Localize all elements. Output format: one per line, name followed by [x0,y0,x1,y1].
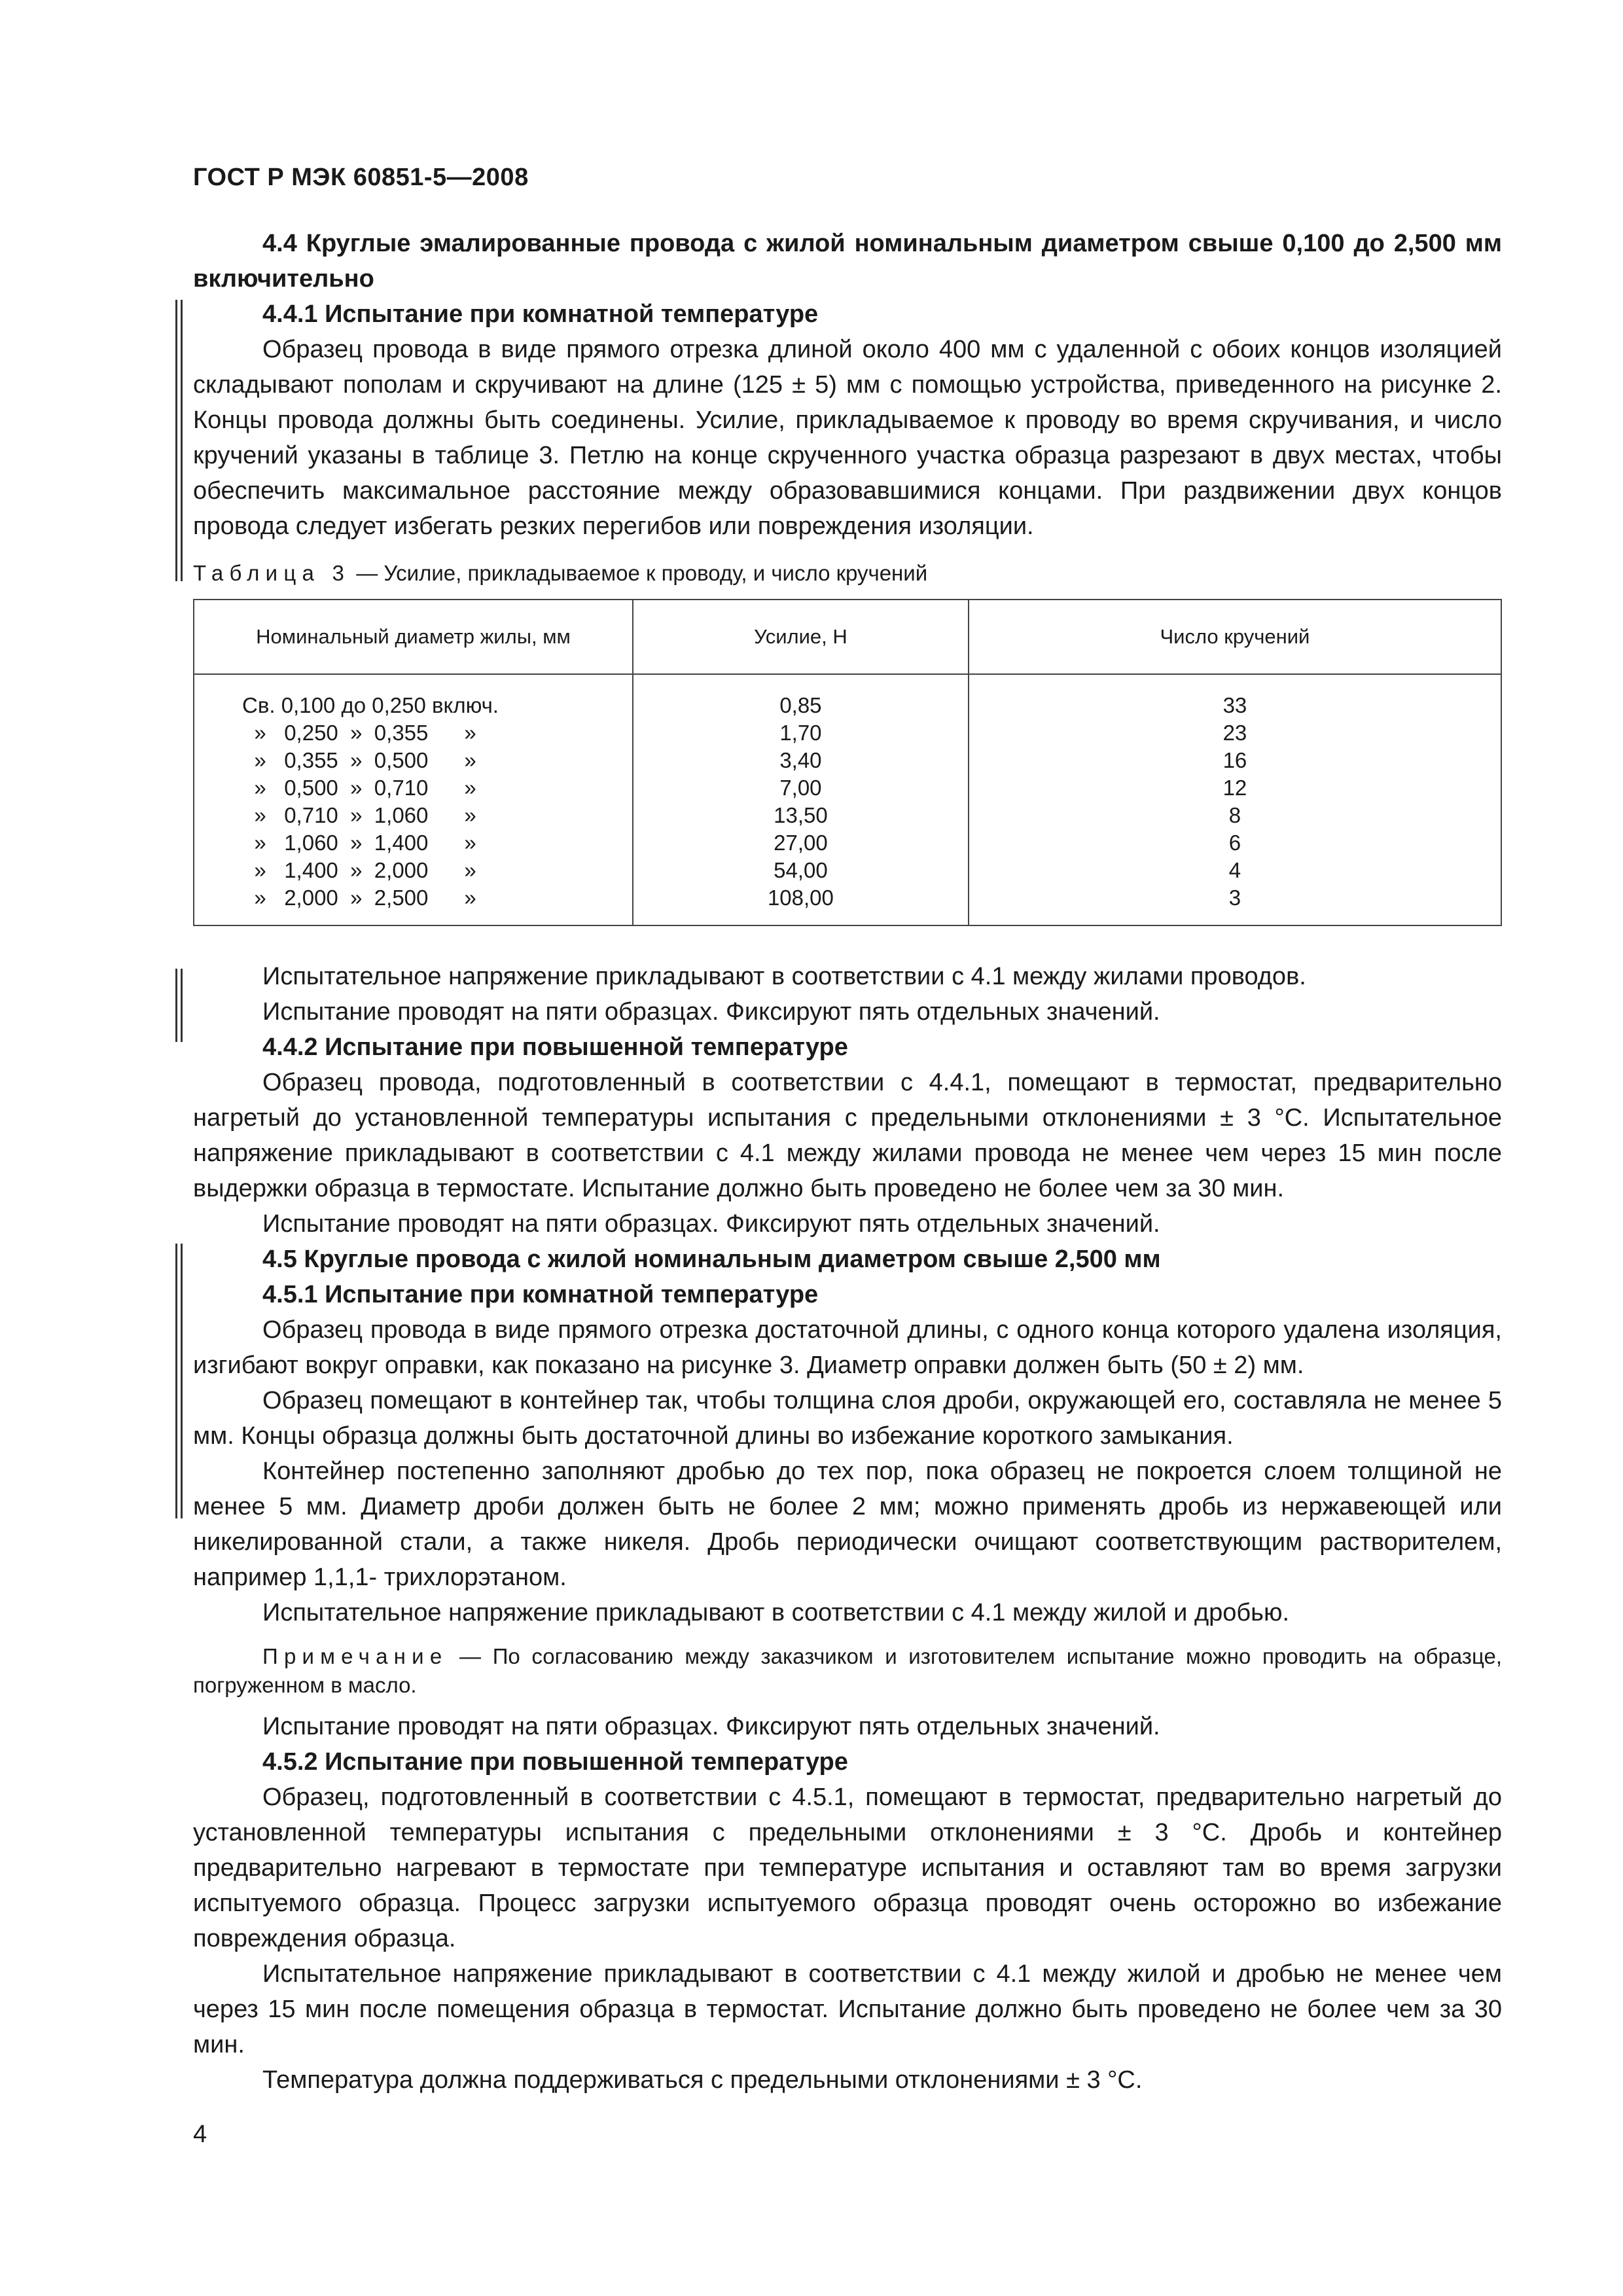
after-table-text-1: Испытательное напряжение прикладывают в соответствии с 4.1 между жилами проводов. [262,963,1306,990]
table-cell-twists: 6 [1228,831,1241,855]
table-cell-diameter: » 0,250 » 0,355 » [242,721,476,745]
table-cell-force: 7,00 [779,776,822,800]
section-4-5-2-p6: Образец, подготовленный в соответствии с 4.5.1, помещают в термостат, предварительно нагретый до установленной температуры испытания с предельными отклонениями ± 3 °С. Дробь и контейнер предварительно нагревают в термостате при температуре испытания и оставляют там во время загрузки испытуемого образца. Процесс загрузки испытуемого образца проводят очень осторожно во избежание повреждения образца. [193,1784,1502,1952]
table-column-twists [969,674,1501,925]
table-row [194,674,1501,925]
table-cell-diameter: » 0,710 » 1,060 » [242,803,476,827]
table-cell-force: 54,00 [774,858,828,882]
table-cell-force: 1,70 [779,721,822,745]
change-bar-1b [181,300,183,581]
table-header-twists: Число кручений [969,600,1501,674]
table-cell-twists: 3 [1228,886,1241,910]
document-header: ГОСТ Р МЭК 60851-5—2008 [193,164,529,191]
table-cell-diameter: Св. 0,100 до 0,250 включ. [242,693,499,717]
section-4-5-1-p2: Образец помещают в контейнер так, чтобы толщина слоя дроби, окружающей его, составляла не менее 5 мм. Концы образца должны быть достаточной длины во избежание короткого замыкания. [193,1387,1502,1450]
note [193,1642,1502,1700]
section-4-4-2-heading: 4.4.2 Испытание при повышенной температуре [262,1033,848,1061]
section-4-4-1-text: Образец провода в виде прямого отрезка длиной около 400 мм с удаленной с обоих концов изоляцией складывают пополам и скручивают на длине (125 ± 5) мм с помощью устройства, приведенного на рисунке 2. Концы провода должны быть соединены. Усилие, прикладываемое к проводу во время скручивания, и число кручений указаны в таблице 3. Петлю на конце скрученного участка образца разрезают в двух местах, чтобы обеспечить максимальное расстояние между образовавшимися концами. При раздвижении двух концов провода следует избегать резких перегибов или повреждения изоляции. [193,336,1502,540]
change-bar-1 [175,300,177,581]
section-4-4-2-text-2: Испытание проводят на пяти образцах. Фиксируют пять отдельных значений. [262,1210,1160,1238]
section-4-5-heading: 4.5 Круглые провода с жилой номинальным диаметром свыше 2,500 мм [262,1246,1161,1273]
table-cell-diameter: » 0,355 » 0,500 » [242,748,476,772]
document-page [193,0,1502,2296]
table-cell-force: 0,85 [779,693,822,717]
change-bar-3 [175,1244,177,1518]
section-4-5-1-p1: Образец провода в виде прямого отрезка достаточной длины, с одного конца которого удалена изоляция, изгибают вокруг оправки, как показано на рисунке 3. Диаметр оправки должен быть (50 ± 2) мм. [193,1316,1502,1379]
table-cell-force: 3,40 [779,748,822,772]
table-label: Таблица 3 [193,561,351,585]
section-4-5-2-heading: 4.5.2 Испытание при повышенной температуре [262,1748,848,1776]
section-4-5-2-p8: Температура должна поддерживаться с предельными отклонениями ± 3 °С. [262,2066,1143,2094]
table-cell-diameter: » 0,500 » 0,710 » [242,776,476,800]
table-cell-diameter: » 1,060 » 1,400 » [242,831,476,855]
change-bar-3b [181,1244,183,1518]
section-4-5-1-p5: Испытание проводят на пяти образцах. Фиксируют пять отдельных значений. [262,1713,1160,1740]
table-header-row [194,600,1501,674]
page-number: 4 [193,2121,207,2148]
table-cell-twists: 4 [1228,858,1241,882]
table-cell-diameter: » 1,400 » 2,000 » [242,858,476,882]
table-cell-twists: 33 [1222,693,1247,717]
table-header-diameter: Номинальный диаметр жилы, мм [194,600,633,674]
note-text: — По согласованию между заказчиком и изготовителем испытание можно проводить на образце, погруженном в масло. [193,1644,1502,1697]
section-4-5-1-p3: Контейнер постепенно заполняют дробью до тех пор, пока образец не покроется слоем толщиной не менее 5 мм. Диаметр дроби должен быть не более 2 мм; можно применять дробь из нержавеющей или никелированной стали, а также никеля. Дробь периодически очищают соответствующим растворителем, например 1,1,1- трихлорэтаном. [193,1458,1502,1591]
table-header-force: Усилие, Н [633,600,969,674]
table-3 [193,599,1502,926]
section-4-5-1-p4: Испытательное напряжение прикладывают в соответствии с 4.1 между жилой и дробью. [262,1599,1290,1626]
table-cell-twists: 8 [1228,803,1241,827]
table-column-diameter [194,674,633,925]
table-cell-force: 27,00 [774,831,828,855]
table-column-force [633,674,969,925]
table-cell-force: 13,50 [774,803,828,827]
section-4-4-2-text: Образец провода, подготовленный в соответствии с 4.4.1, помещают в термостат, предварительно нагретый до установленной температуры испытания с предельными отклонениями ± 3 °С. Испытательное напряжение прикладывают в соответствии с 4.1 между жилами провода не менее чем через 15 мин после выдержки образца в термостате. Испытание должно быть проведено не более чем за 30 мин. [193,1069,1502,1202]
change-bar-2 [175,969,177,1042]
section-4-5-1-heading: 4.5.1 Испытание при комнатной температуре [262,1281,819,1308]
page-content [193,226,1502,2098]
table-caption [193,560,1502,587]
table-cell-twists: 16 [1222,748,1247,772]
section-4-4-heading: 4.4 Круглые эмалированные провода с жилой номинальным диаметром свыше 0,100 до 2,500 мм включительно [193,230,1502,293]
table-cell-twists: 12 [1222,776,1247,800]
note-label: Примечание [262,1644,448,1668]
after-table-text-2: Испытание проводят на пяти образцах. Фиксируют пять отдельных значений. [262,998,1160,1026]
section-4-5-2-p7: Испытательное напряжение прикладывают в соответствии с 4.1 между жилой и дробью не менее чем через 15 мин после помещения образца в термостат. Испытание должно быть проведено не более чем за 30 мин. [193,1960,1502,2058]
table-caption-text: — Усилие, прикладываемое к проводу, и число кручений [350,561,928,585]
change-bar-2b [181,969,183,1042]
table-cell-force: 108,00 [767,886,834,910]
table-cell-diameter: » 2,000 » 2,500 » [242,886,476,910]
section-4-4-1-heading: 4.4.1 Испытание при комнатной температуре [262,300,819,328]
table-cell-twists: 23 [1222,721,1247,745]
